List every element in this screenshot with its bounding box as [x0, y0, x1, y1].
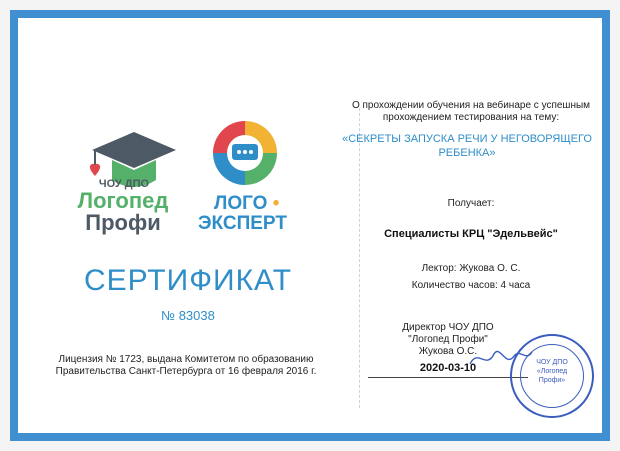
logo-expert-emblem-icon: [210, 118, 280, 188]
seal-text-2: «Логопед: [536, 368, 568, 375]
signature-line: [368, 377, 528, 378]
recipient-name: Специалисты КРЦ "Эдельвейс": [384, 228, 558, 240]
org-label: ЧОУ ДПО: [98, 178, 150, 190]
director-line2: "Логопед Профи": [408, 334, 488, 345]
logo2-line2: ЭКСПЕРТ: [198, 213, 287, 234]
certificate-title: СЕРТИФИКАТ: [83, 264, 293, 297]
license-line2: Правительства Санкт-Петербурга от 16 февраля 2016 г.: [55, 366, 317, 377]
director-line1: Директор ЧОУ ДПО: [402, 322, 494, 333]
receives-label: Получает:: [447, 198, 495, 209]
seal-text-3: Профи»: [538, 377, 566, 384]
license-line1: Лицензия № 1723, выдана Комитетом по образованию: [58, 354, 314, 365]
topic-line1: «СЕКРЕТЫ ЗАПУСКА РЕЧИ У НЕГОВОРЯЩЕГО: [342, 133, 592, 145]
topic-line2: РЕБЕНКА»: [438, 147, 496, 159]
intro-line2: прохождением тестирования на тему:: [382, 112, 560, 123]
director-line3: Жукова О.С.: [418, 346, 478, 357]
logo2-line1: ЛОГО •: [214, 193, 280, 214]
brand-line2: Профи: [85, 210, 161, 235]
brand-line1: Логопед: [77, 188, 169, 213]
certificate-number: № 83038: [161, 308, 215, 323]
seal-text-1: ЧОУ ДПО: [536, 359, 568, 366]
intro-line1: О прохождении обучения на вебинаре с успешным: [351, 100, 591, 111]
organization-seal: [510, 334, 594, 418]
signature-date: 2020-03-10: [419, 362, 477, 374]
hours: Количество часов: 4 часа: [411, 280, 531, 291]
logo2-line1-text: ЛОГО: [214, 193, 268, 214]
lecturer: Лектор: Жукова О. С.: [421, 263, 521, 274]
certificate-paper: [18, 18, 602, 433]
